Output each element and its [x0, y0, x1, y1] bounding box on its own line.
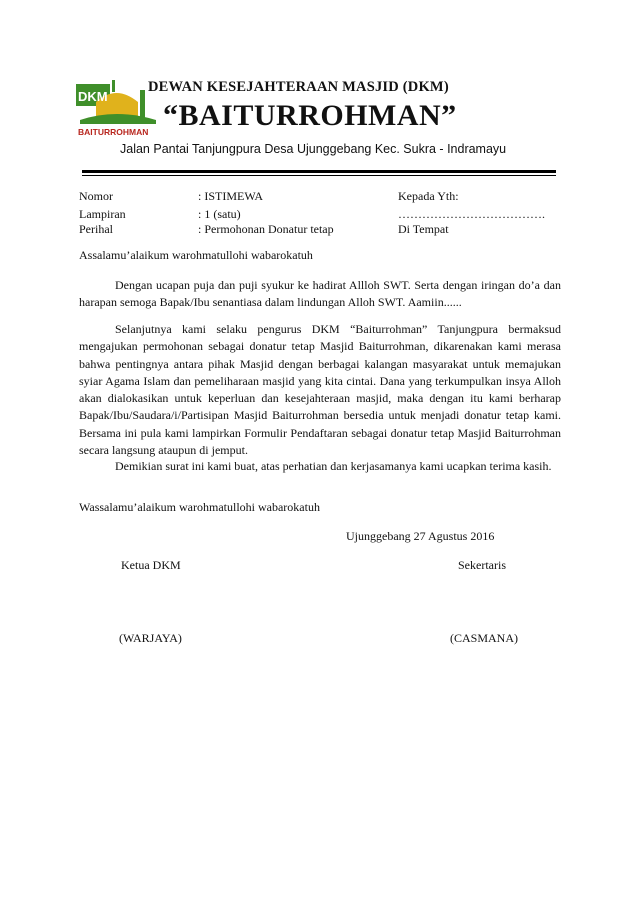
paragraph-2 — [79, 321, 561, 459]
perihal-value: : Permohonan Donatur tetap — [198, 222, 334, 236]
nomor-value: : ISTIMEWA — [198, 189, 263, 203]
mosque-name: “BAITURROHMAN” — [163, 99, 457, 132]
org-title: DEWAN KESEJAHTERAAN MASJID (DKM) — [148, 79, 449, 95]
logo-minaret — [140, 90, 145, 120]
kepada-recipient: ………………………………. — [398, 207, 545, 221]
mosque-logo-icon — [76, 80, 158, 138]
nomor-label: Nomor — [79, 189, 113, 203]
kepada-label: Kepada Yth: — [398, 189, 459, 203]
paragraph-1-text: Dengan ucapan puja dan puji syukur ke hadirat Allloh SWT. Serta dengan iringan do’a dan harapan semoga Bapak/Ibu senantiasa dalam lindungan Alloh SWT. Aamiin...... — [79, 278, 561, 310]
sekertaris-name: (CASMANA) — [450, 631, 519, 645]
logo-spire — [112, 80, 115, 92]
paragraph-3-text: Demikian surat ini kami buat, atas perhatian dan kerjasamanya kami ucapkan terima kasih. — [115, 459, 552, 473]
paragraph-1 — [79, 277, 561, 312]
perihal-label: Perihal — [79, 222, 113, 236]
paragraph-2-text: Selanjutnya kami selaku pengurus DKM “Baiturrohman” Tanjungpura bermaksud mengajukan permohonan sebagai donatur tetap Masjid Baiturrohman, dikarenakan kami merasa bahwa pentingnya antara pihak Masjid dengan berbagai kalangan masyarakat untuk memajukan syiar Agama Islam dan pemeliharaan masjid yang kita cintai. Dana yang terkumpulkan insya Alloh akan dialokasikan untuk keperluan dan kesejahteraan masjid, maka dengan itu kami berharap Bapak/Ibu/Saudara/i/Partisipan Masjid Baiturrohman bersedia untuk menjadi donatur tetap kami. Bersama ini pula kami lampirkan Formulir Pendaftaran sebagai donatur tetap Masjid Baiturrohman secara langsung ataupun di jemput. — [79, 322, 561, 458]
paragraph-3 — [79, 458, 561, 475]
ketua-name: (WARJAYA) — [119, 631, 182, 645]
place-date: Ujunggebang 27 Agustus 2016 — [346, 529, 495, 543]
header-rule-thin — [82, 175, 556, 176]
lampiran-label: Lampiran — [79, 207, 126, 221]
opening-salam: Assalamu’alaikum warohmatullohi wabarokatuh — [79, 248, 313, 262]
header-rule-thick — [82, 170, 556, 173]
dkm-logo — [76, 80, 158, 138]
logo-text-name: BAITURROHMAN — [78, 127, 149, 137]
logo-text-dkm: DKM — [78, 89, 108, 104]
closing-salam: Wassalamu’alaikum warohmatullohi wabarokatuh — [79, 500, 320, 514]
sekertaris-title: Sekertaris — [458, 558, 506, 572]
di-tempat: Di Tempat — [398, 222, 449, 236]
ketua-title: Ketua DKM — [121, 558, 181, 572]
address: Jalan Pantai Tanjungpura Desa Ujunggebang Kec. Sukra - Indramayu — [120, 142, 507, 156]
lampiran-value: : 1 (satu) — [198, 207, 241, 221]
